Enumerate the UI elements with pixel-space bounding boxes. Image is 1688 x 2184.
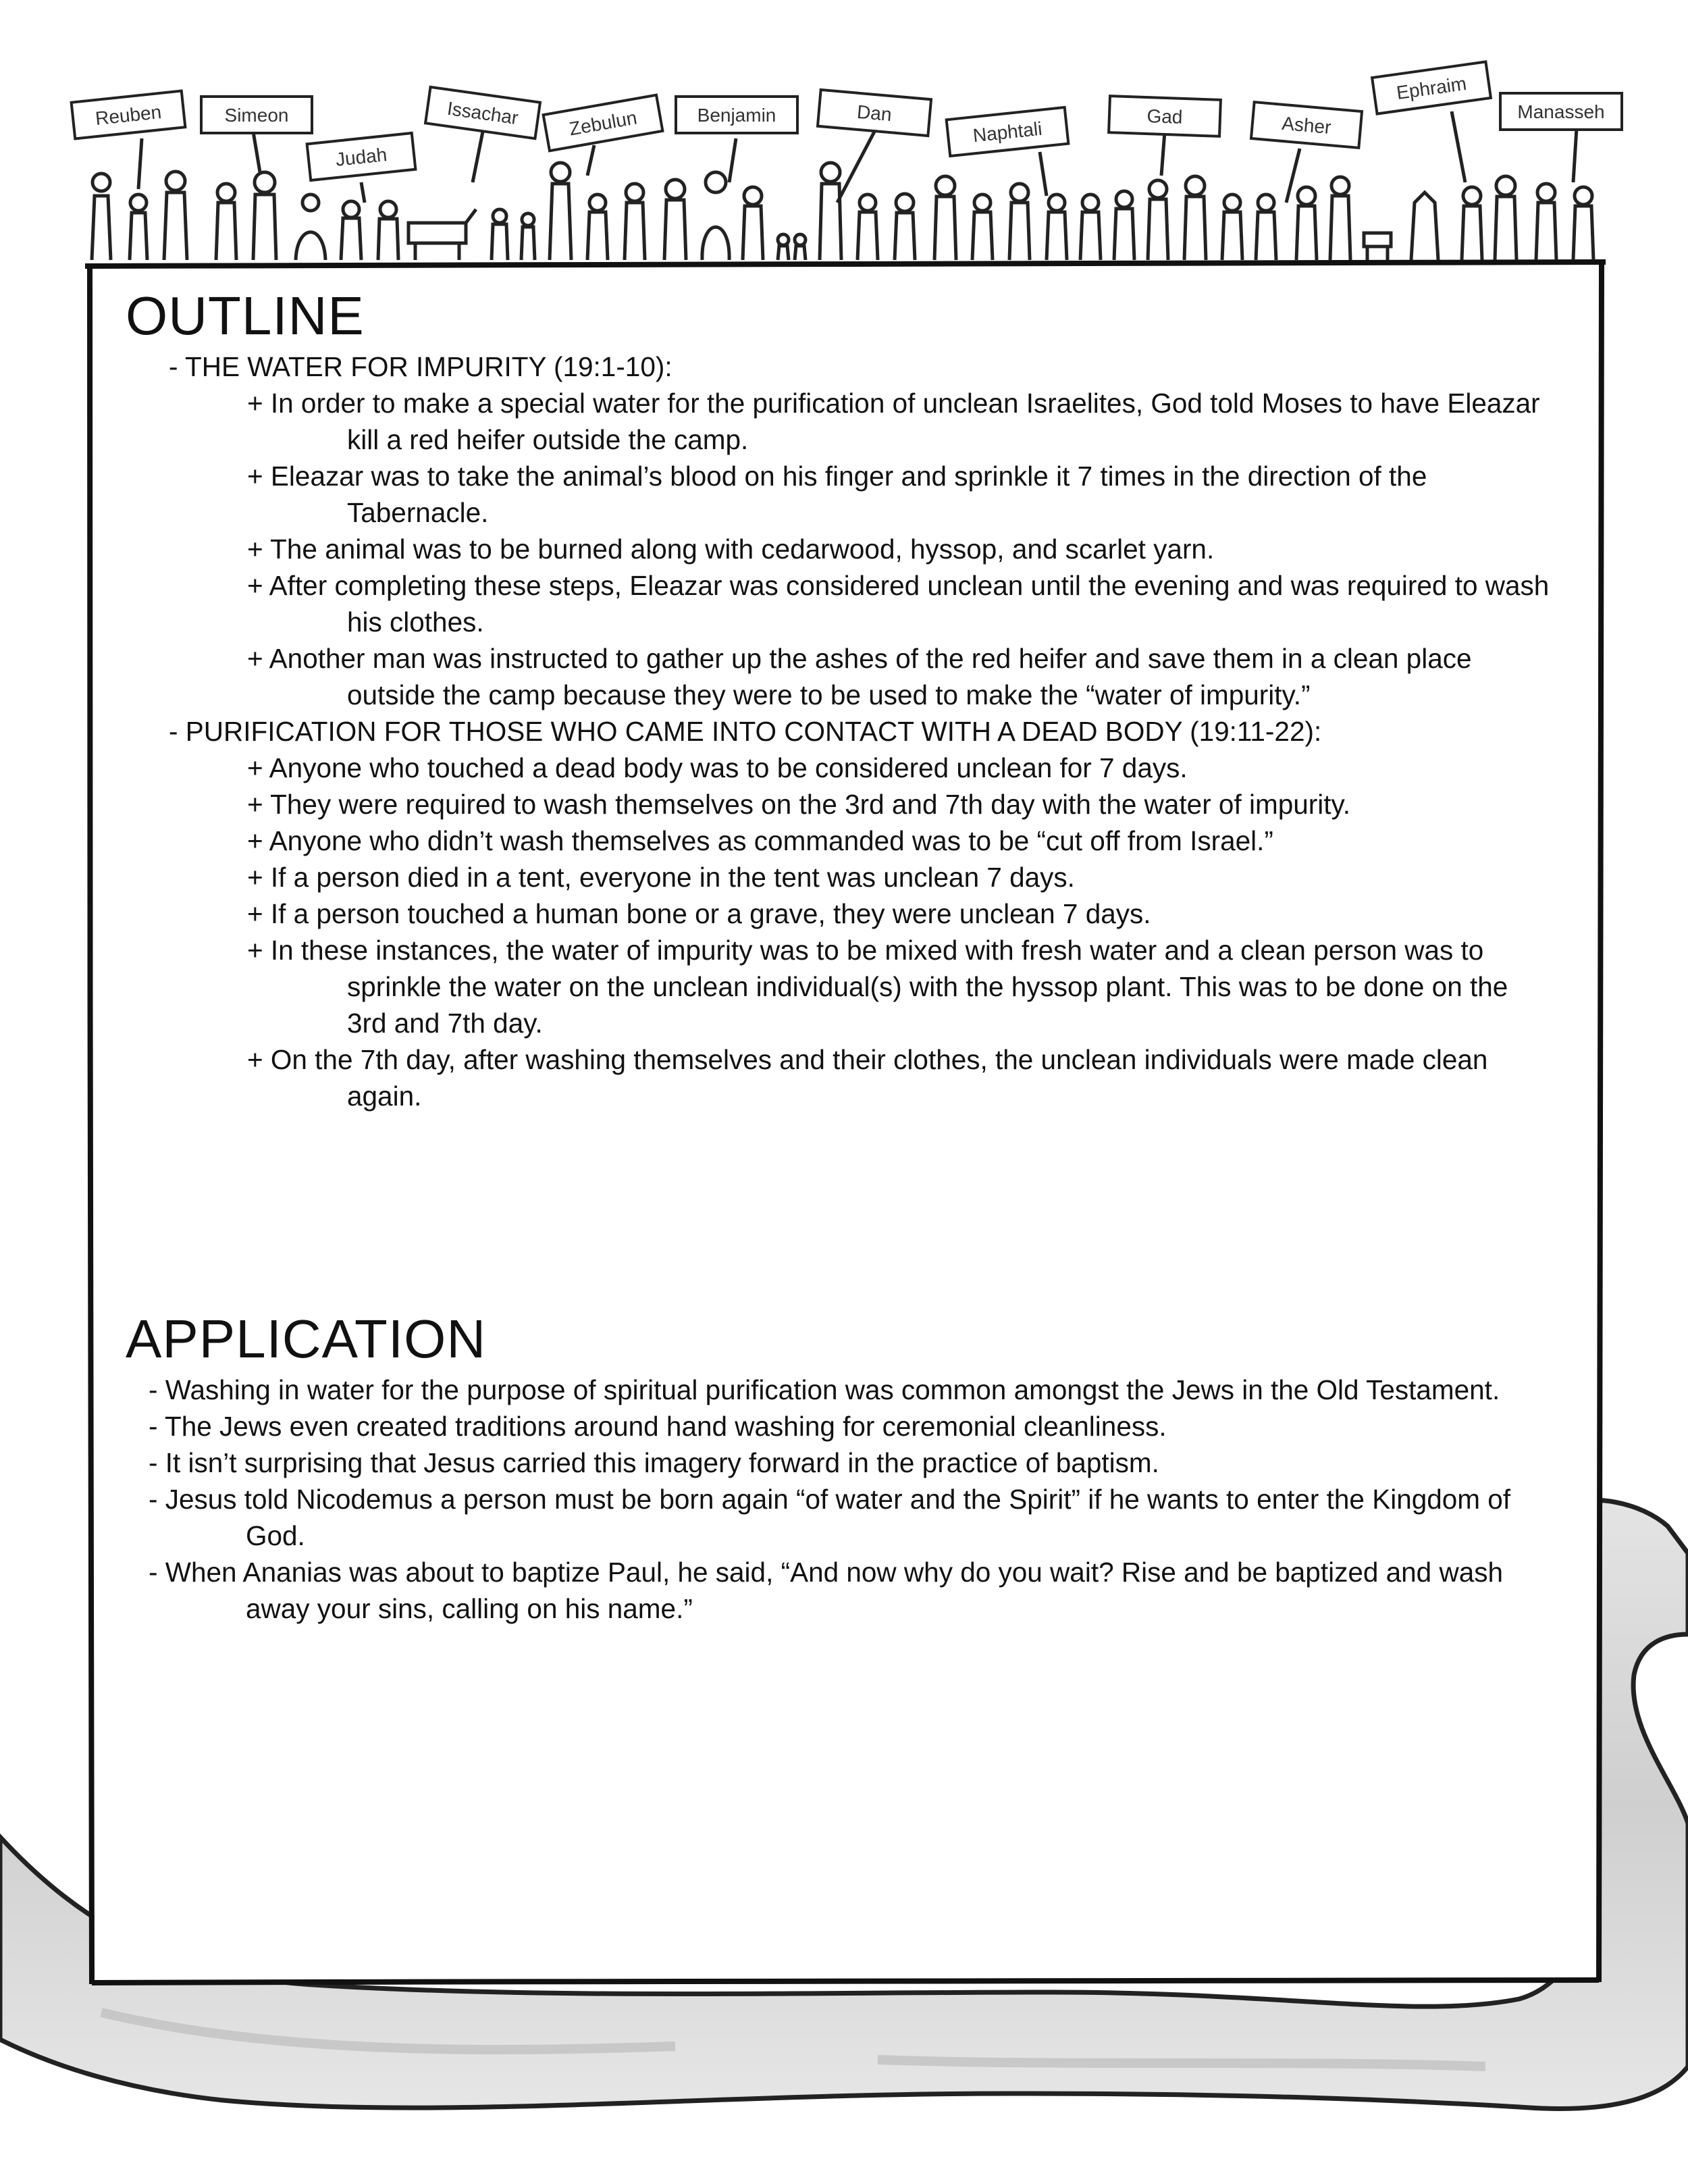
application-item: - Jesus told Nicodemus a person must be born again “of water and the Spirit” if he wants to enter the Kingdom of God. xyxy=(149,1484,1511,1551)
tribe-sign xyxy=(947,107,1069,156)
outline-heading: - PURIFICATION FOR THOSE WHO CAME INTO CONTACT WITH A DEAD BODY (19:11-22): xyxy=(169,716,1322,747)
application-title: APPLICATION xyxy=(126,1309,487,1369)
tribe-label: Asher xyxy=(1281,112,1332,138)
tribe-sign xyxy=(818,90,931,136)
tribe-label: Benjamin xyxy=(697,105,776,126)
tribe-label: Gad xyxy=(1146,105,1183,128)
tribe-signs xyxy=(72,61,1622,180)
outline-bullet: + In these instances, the water of impurity was to be mixed with fresh water and a clean person was to sprinkle the water on the unclean individual(s) with the hyssop plant. This was to be done on the 3rd and 7th day. xyxy=(247,935,1508,1039)
crowd-illustration xyxy=(92,111,1593,260)
outline-heading: - THE WATER FOR IMPURITY (19:1-10): xyxy=(169,351,672,382)
tribe-sign xyxy=(544,95,663,151)
outline-title: OUTLINE xyxy=(126,286,365,346)
application-item: - Washing in water for the purpose of spiritual purification was common amongst the Jews in the Old Testament. xyxy=(149,1374,1500,1405)
tribe-sign xyxy=(1251,102,1362,148)
outline-bullet: + Anyone who touched a dead body was to be considered unclean for 7 days. xyxy=(247,752,1188,783)
tribe-label: Manasseh xyxy=(1517,101,1605,122)
tribe-label: Ephraim xyxy=(1395,72,1468,104)
outline-bullet: + If a person died in a tent, everyone in the tent was unclean 7 days. xyxy=(247,862,1075,893)
tribe-sign xyxy=(201,97,312,133)
application-item: - It isn’t surprising that Jesus carried this imagery forward in the practice of baptism. xyxy=(149,1447,1159,1478)
outline-bullet: + After completing these steps, Eleazar was considered unclean until the evening and was required to wash his clothes. xyxy=(247,570,1550,638)
tribe-label: Zebulun xyxy=(567,107,639,140)
application-item: - When Ananias was about to baptize Paul, he said, “And now why do you wait? Rise and be baptized and wash away your sins, calling on his name.” xyxy=(149,1557,1503,1624)
tribe-label: Naphtali xyxy=(972,118,1043,147)
tribe-sign xyxy=(1500,93,1622,130)
outline-section xyxy=(126,286,1550,1114)
tribe-sign xyxy=(1372,61,1491,113)
outline-body xyxy=(126,348,1550,1114)
outline-bullet: + They were required to wash themselves on the 3rd and 7th day with the water of impurity. xyxy=(247,789,1350,820)
outline-bullet: + On the 7th day, after washing themselves and their clothes, the unclean individuals were made clean again. xyxy=(247,1044,1488,1112)
tribe-sign xyxy=(676,97,797,133)
tribe-sign xyxy=(1109,96,1221,136)
application-body xyxy=(126,1372,1550,1627)
application-item: - The Jews even created traditions around hand washing for ceremonial cleanliness. xyxy=(149,1411,1167,1442)
application-section xyxy=(126,1309,1550,1627)
tribe-sign xyxy=(307,133,416,180)
tribe-label: Judah xyxy=(334,144,388,170)
tribe-label: Issachar xyxy=(446,97,520,129)
outline-bullet: + Another man was instructed to gather up the ashes of the red heifer and save them in a clean place outside the camp because they were to be used to make the “water of impurity.” xyxy=(247,643,1472,710)
tribe-sign xyxy=(425,87,540,138)
tribe-sign xyxy=(72,91,186,139)
tribe-label: Dan xyxy=(856,101,893,126)
outline-bullet: + The animal was to be burned along with cedarwood, hyssop, and scarlet yarn. xyxy=(247,534,1215,565)
tribe-label: Reuben xyxy=(94,101,163,130)
outline-bullet: + Eleazar was to take the animal’s blood on his finger and sprinkle it 7 times in the direction of the Tabernacle. xyxy=(247,461,1427,528)
outline-bullet: + Anyone who didn’t wash themselves as commanded was to be “cut off from Israel.” xyxy=(247,825,1273,856)
outline-bullet: + If a person touched a human bone or a grave, they were unclean 7 days. xyxy=(247,898,1151,929)
outline-bullet: + In order to make a special water for the purification of unclean Israelites, God told Moses to have Eleazar kill a red heifer outside the camp. xyxy=(247,388,1540,455)
tribe-label: Simeon xyxy=(224,105,289,126)
